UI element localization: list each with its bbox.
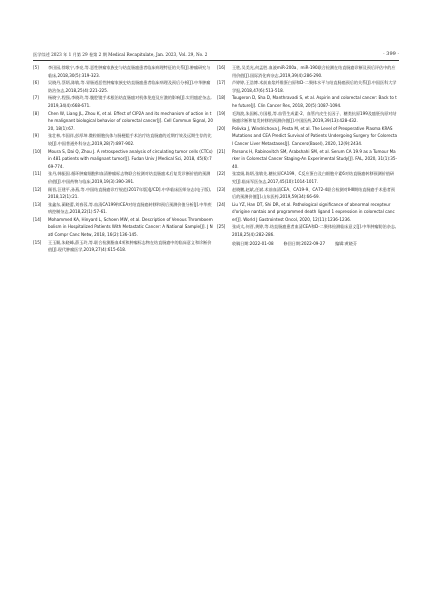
- references-right-column: [217, 64, 397, 247]
- reference-item: [33, 239, 213, 254]
- reference-item: [217, 110, 397, 125]
- reference-number: [18]: [217, 95, 226, 101]
- reference-number: [15]: [33, 239, 42, 245]
- reference-item: [33, 148, 213, 171]
- reference-item: [217, 94, 397, 109]
- reference-text: 张丹,韩振国.循环肿瘤细胞和血清肿瘤标志物联合检测对结直肠癌术后复发诊断价值的预测价值[J].中国药物与临床,2019,19(3):390-391.: [48, 171, 211, 184]
- reference-number: [19]: [217, 110, 226, 116]
- reference-number: [25]: [217, 224, 226, 230]
- reference-text: Tougeron D, Sha D, Manthravadi S, et al. Aspirin and colorectal cancer: Back to the future[J]. Clin Cancer Res, 2018, 20(5):1087-1094.: [232, 95, 397, 108]
- received-date: 收稿日期:2022-01-08: [232, 240, 274, 246]
- reference-text: 张成太,何晋,黄婷,等.结直肠癌患者血清CEA和D-二聚体检测临床意义[J].中华肿瘤防治杂志,2018,25(4):282-286.: [232, 224, 397, 238]
- reference-text: 芦婷婷,王浩博.术前血浆纤维蛋白原和D-二聚体水平与结直肠癌预后的关系[J].中国医科大学学报,2018,47(6):513-518.: [232, 80, 397, 93]
- reference-item: [217, 223, 397, 238]
- reference-item: [33, 110, 213, 133]
- references-left-column: [33, 64, 213, 254]
- reference-number: [5]: [33, 65, 39, 70]
- reference-number: [23]: [217, 186, 226, 192]
- reference-number: [6]: [33, 80, 39, 86]
- editor-name: 编辑:黄晓芬: [335, 240, 357, 246]
- reference-number: [21]: [217, 148, 226, 154]
- reference-text: 张壮林,韦国祥,彭厚坤.微粒细胞抗体与肠梗阻手术治疗结直肠癌的近期疗效及远期生存的比较[J].中国普通外科杂志,2019,28(7):897-902.: [48, 133, 212, 146]
- reference-item: [217, 201, 397, 224]
- reference-item: [217, 148, 397, 171]
- reference-text: 张鑫东,蔺晓蕾,刘春蓉,等.血清CA199和CEA对结直肠癌转移和预后预测价值分析[J].中华疾病控制杂志,2018,22(1):57-61.: [48, 201, 212, 215]
- reference-item: [33, 186, 213, 201]
- reference-item: [217, 64, 397, 79]
- journal-citation: 医学综述 2023 年 1 月第 29 卷第 2 期 Medical Recapitulate, Jan. 2023, Vol. 29, No. 2: [33, 52, 208, 57]
- reference-item: [33, 132, 213, 147]
- reference-number: [17]: [217, 80, 226, 86]
- reference-text: 王玉顺,朱晓峰,薛玉玲,等.联合检测脂血4项和肿瘤标志物在结直肠癌中的临床意义和诊断价值[J].现代肿瘤医学,2019,27(4):615-618.: [48, 239, 212, 253]
- reference-item: [33, 201, 213, 216]
- reference-item: [33, 94, 213, 109]
- reference-text: Polivka J, Windrichova J, Pesta M, et al. The Level of Preoperative Plasma KRAS Mutations and CEA Predict Survival of Patients Undergoing Surgery for Colorectal Cancer Liver Metastases[J]. Cancers(Basel), 2020, 12(9):2434.: [232, 125, 398, 146]
- reference-number: [13]: [33, 201, 42, 207]
- reference-text: 吴晓丹,蔡炳,陈敏,等.胃肠道恶性肿瘤家族史结直肠癌患者临床病理及预后分析[J].中华肿瘤防治杂志,2018,25(4):221-225.: [48, 80, 211, 93]
- reference-item: [33, 64, 213, 79]
- header-rule: [33, 60, 399, 61]
- article-dates: [217, 240, 397, 248]
- revised-date: 修回日期:2022-09-27: [283, 240, 326, 246]
- reference-number: [14]: [33, 216, 42, 222]
- reference-number: [7]: [33, 95, 39, 101]
- reference-text: 杨晓宁,程强,李晓玲,等.腹腔镜手术根治结直肠癌对机体免疫及应激的影响[J].实用癌症杂志,2019,34(4):668-671.: [48, 95, 212, 108]
- reference-text: 赵晓鹏,赵斌,任斌.术前血清CEA、CA19-9、CA72-4联合检测对Ⅱ-Ⅲ期结直肠癌手术患者预后的预测价值[J].山东医药,2019,59(34):66-69.: [232, 186, 395, 200]
- reference-item: [33, 216, 213, 239]
- reference-item: [217, 170, 397, 185]
- reference-item: [217, 79, 397, 94]
- running-header: [33, 50, 399, 59]
- reference-number: [8]: [33, 110, 39, 116]
- reference-number: [24]: [217, 201, 226, 207]
- reference-item: [217, 186, 397, 201]
- reference-item: [217, 125, 397, 148]
- reference-number: [12]: [33, 186, 42, 192]
- reference-text: 王胜,吴美光,何孟胜.血液miR-200a、miR-190联合检测在结直肠癌诊断及预后评估中的应用价值[J].国际消化病杂志,2019,39(4):286-290.: [232, 65, 396, 78]
- reference-text: 李田园,徐歌宁,李亮,等.恶性肿瘤家族史与结直肠癌患者临床病理特征的关系[J].肿瘤研究与临床,2018,30(5):319-323.: [48, 65, 211, 78]
- reference-text: Liu YZ, Han DT, Shi DR, et al. Pathological significance of abnormal recepteur d'origine nantais and programmed death ligand 1 expression in colorectal cancer[J]. World J Gastrointest Oncol, 2020, 12(11):1236-1236.: [232, 201, 395, 222]
- reference-text: Mohammed KA, Hinyard L, Schoen MW, et al. Description of Venous Thromboembolism in Hospitalized Patients With Metastatic Cancer: A National Sample[J]. J Natl Compr Canc Netw, 2018, 16(2):136-145.: [48, 216, 213, 238]
- reference-text: Chen W, Liang JL, Zhou K, et al. Effect of CIP2A and its mechanism of action in the malignant biological behavior of colorectal cancer[J]. Cell Commun Signal, 2020, 18(1):67.: [48, 110, 214, 131]
- reference-item: [33, 170, 213, 185]
- reference-number: [20]: [217, 125, 226, 131]
- reference-text: Moura S, Dai Q, Zhou J. A retrospective analysis of circulating tumor cells (CTCs) in 481 patients with malignant tumor[J]. Fudan Univ J Medical Sci, 2018, 45(6):769-774.: [48, 148, 213, 169]
- reference-text: 顾晋,汪建平,孙燕,等.中国结直肠癌诊疗规范(2017年版)[J/CD].中华临床医师杂志(电子版),2018,12(1):21.: [48, 186, 212, 200]
- page-number: · 399 ·: [383, 51, 399, 57]
- reference-text: Parsons H, Rabinovitch SM, Arabshahi SM, et al. Serum CA 19.9 as a Tumour Marker in Colorectal Cancer Staging-An Experimental Study[J]. FAL, 2020, 31(1):35-40.: [232, 148, 397, 169]
- reference-number: [22]: [217, 171, 226, 177]
- reference-number: [16]: [217, 65, 226, 70]
- reference-number: [9]: [33, 133, 39, 139]
- reference-text: 毛海波,朱国栋,方国根,等.血管生成素-2、血管内皮生长因子、糖类抗原199及癌胚抗原对结肠癌诊断和复发转移的预测价值[J].中国医药,2019,39(13):428-432.: [232, 110, 397, 124]
- reference-item: [33, 79, 213, 94]
- reference-text: 张富娟,陈炳,张敏先.糖抗原CA199、C反应蛋白及白细胞介素6对结直肠癌转移预测价值研究[J].临床军医杂志,2017,45(10):1014-1017.: [232, 171, 395, 184]
- reference-number: [10]: [33, 148, 42, 154]
- reference-number: [11]: [33, 171, 42, 177]
